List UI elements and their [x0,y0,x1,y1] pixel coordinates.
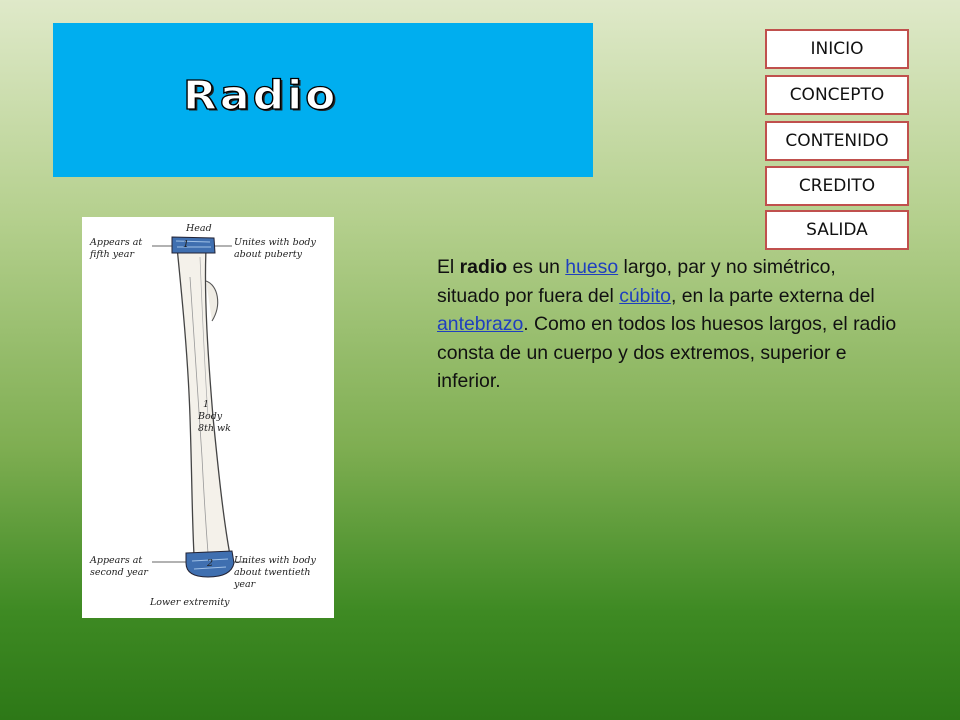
label-lower-extremity: Lower extremity [150,597,230,608]
label-marker-1: 1 [183,239,190,250]
link-antebrazo[interactable]: antebrazo [437,313,524,336]
label-unites-puberty-2: about puberty [234,249,303,260]
link-hueso[interactable]: hueso [565,256,619,278]
nav-concepto-button[interactable]: CONCEPTO [765,75,909,115]
label-unites-twentieth-3: year [234,579,256,590]
text-segment: El [437,256,460,278]
label-body-week: 8th wk [198,423,231,434]
description-paragraph [437,253,897,396]
text-segment: , en la parte externa del [670,284,875,307]
label-appears-fifth-1: Appears at [90,237,143,248]
label-unites-twentieth-1: Unites with body [234,555,316,566]
label-unites-puberty-1: Unites with body [234,237,316,248]
slide-title: Radio [183,72,339,119]
label-unites-twentieth-2: about twentieth [234,567,311,578]
label-marker-2: 2 [207,558,214,569]
link-cubito[interactable]: cúbito [619,284,671,307]
label-appears-second-1: Appears at [90,555,143,566]
label-head: Head [186,223,212,234]
term-radio: radio [459,256,508,278]
text-segment: es un [507,256,566,278]
nav-credito-button[interactable]: CREDITO [765,166,909,206]
radius-bone-illustration [82,217,334,618]
text-segment: largo, par y no simétrico, situado por fuera del [437,256,836,307]
nav-contenido-button[interactable]: CONTENIDO [765,121,909,161]
label-body: Body [198,411,223,422]
bone-head-epiphysis [172,237,215,253]
nav-salida-button[interactable]: SALIDA [765,210,909,250]
nav-inicio-button[interactable]: INICIO [765,29,909,69]
label-appears-second-2: second year [90,567,148,578]
label-appears-fifth-2: fifth year [90,249,135,260]
label-body-num: 1 [203,399,210,410]
text-segment: . Como en todos los huesos largos, el radio consta de un cuerpo y dos extremos, superior e inferior. [437,313,897,393]
